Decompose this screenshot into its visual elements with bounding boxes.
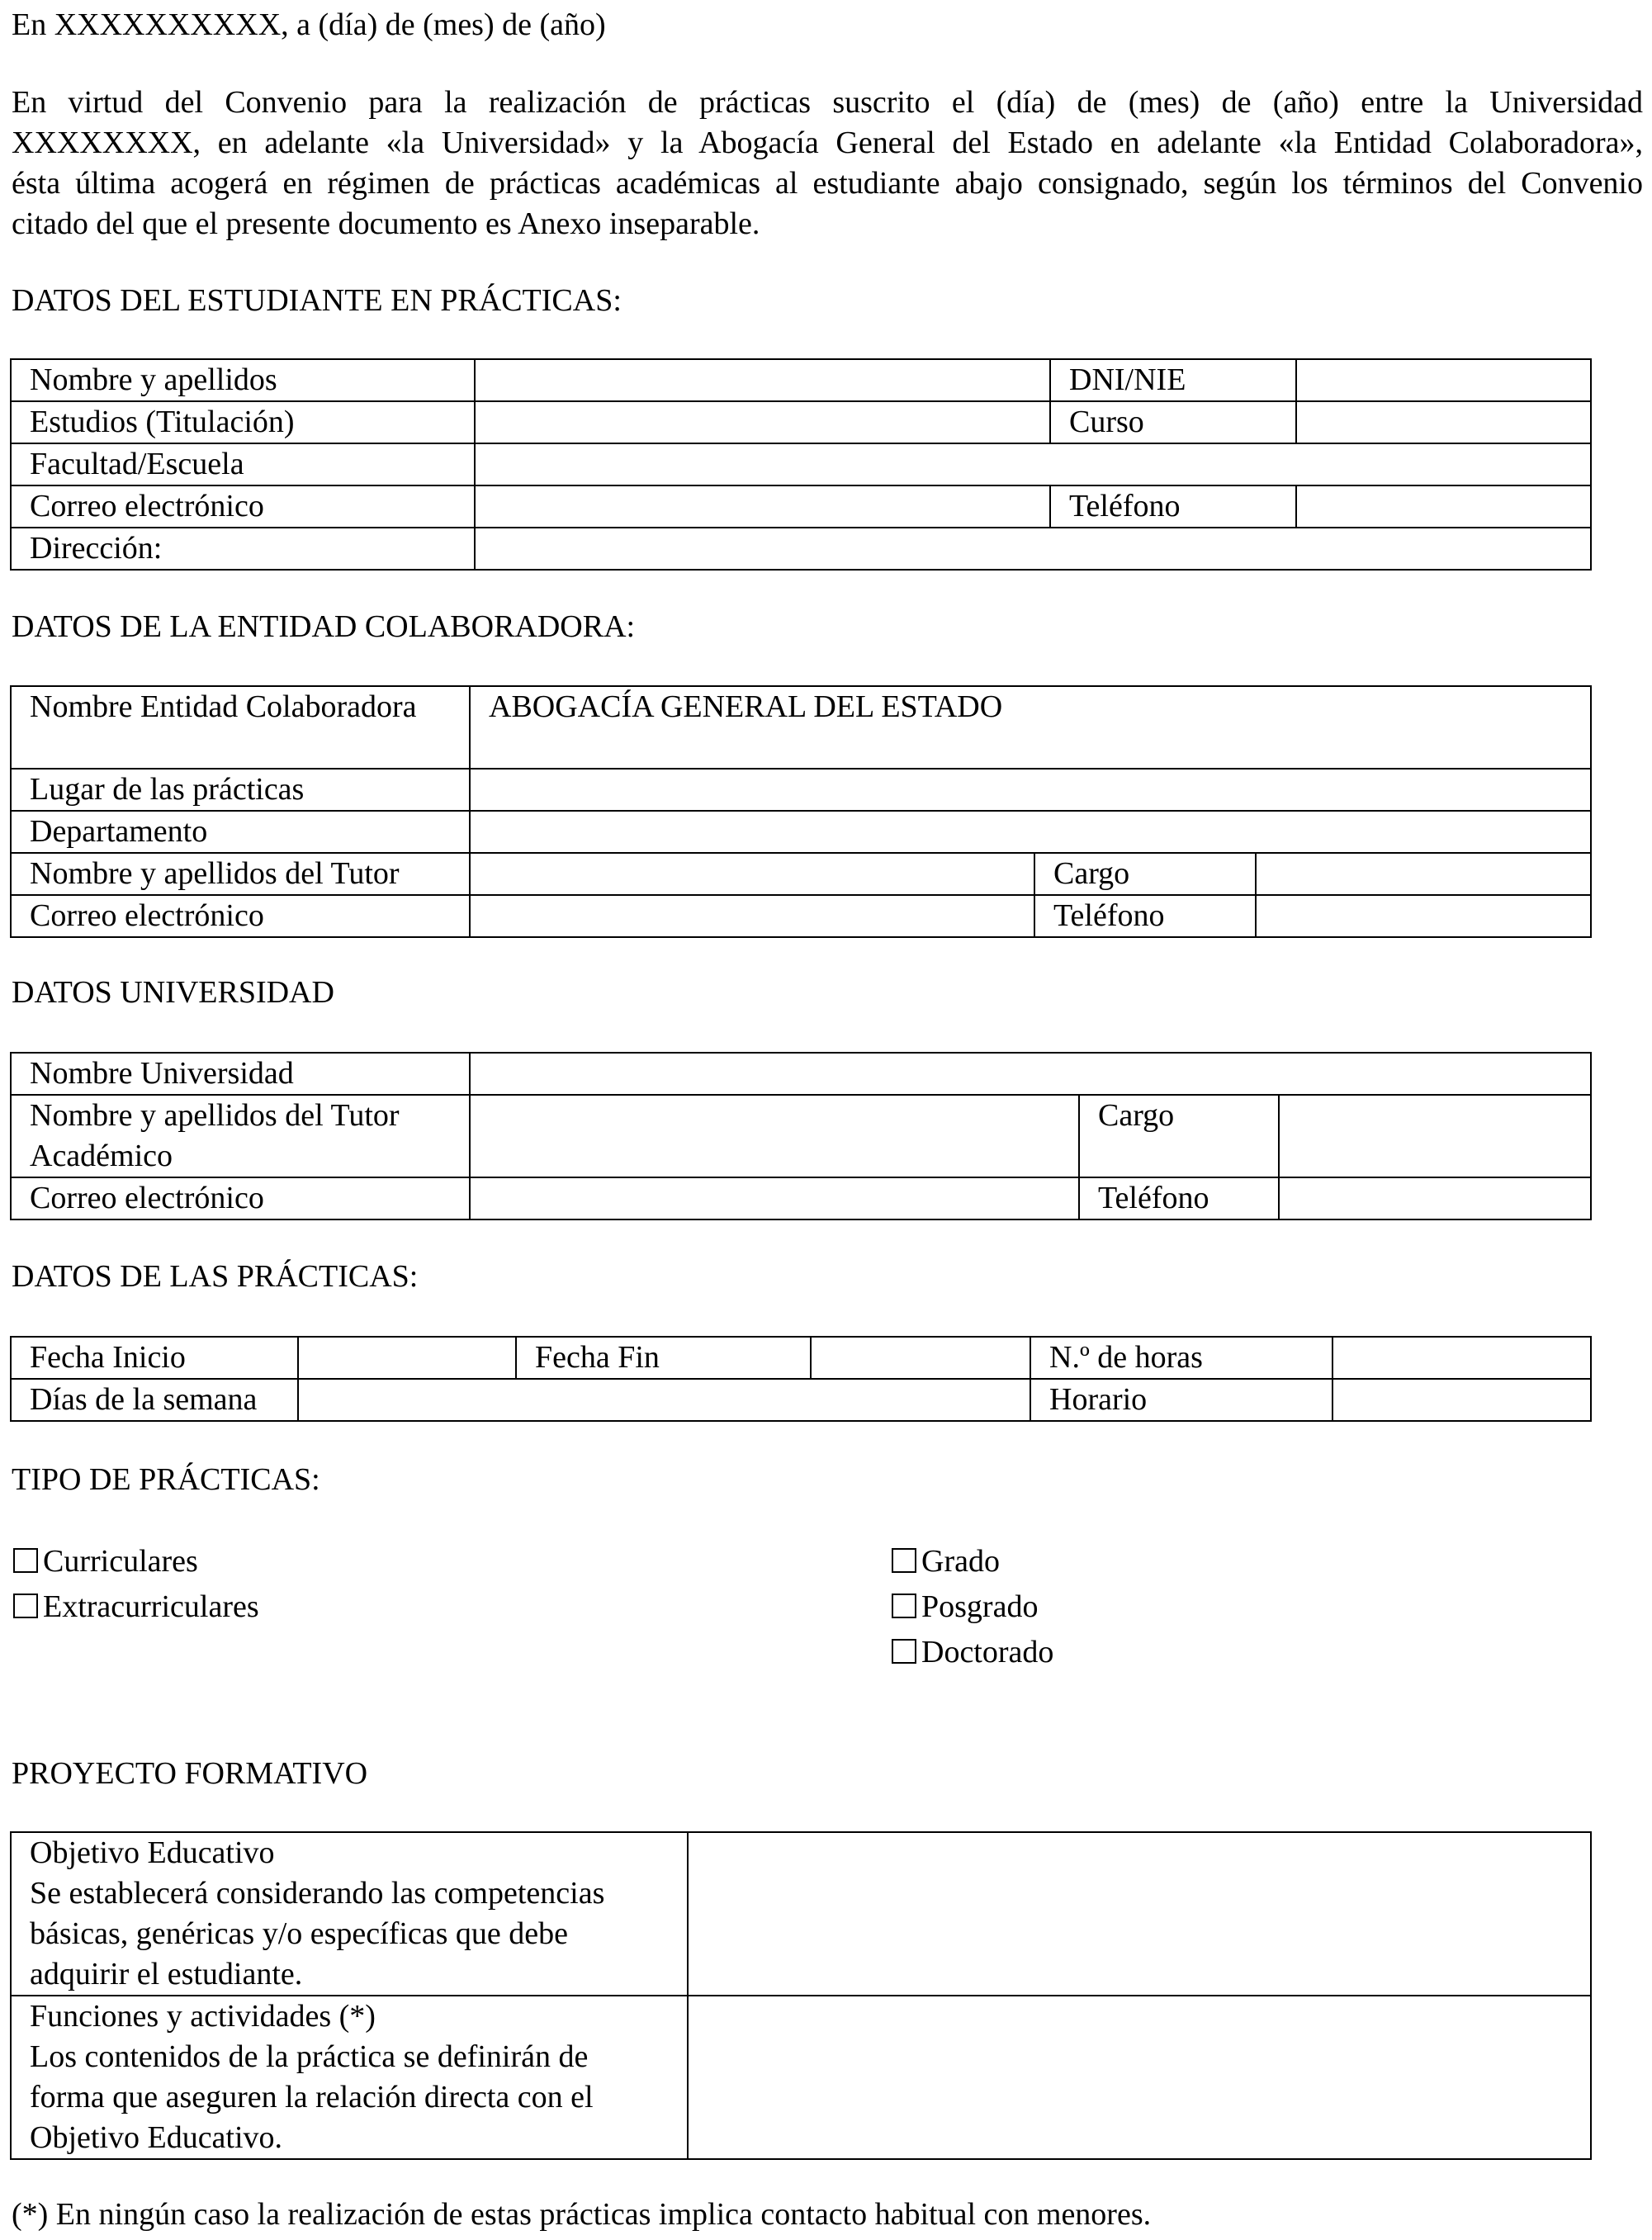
- date-line: En XXXXXXXXXX, a (día) de (mes) de (año): [12, 7, 606, 42]
- internship-start-field[interactable]: [298, 1337, 516, 1379]
- type-section-title: TIPO DE PRÁCTICAS:: [12, 1462, 320, 1497]
- intro-line: En virtud del Convenio para la realización de prácticas suscrito el (día) de (mes) de (año) entre la Universidad: [12, 85, 1643, 120]
- student-faculty-label: Facultad/Escuela: [11, 443, 475, 485]
- option-label: Doctorado: [921, 1635, 1054, 1669]
- checkbox-icon[interactable]: [892, 1548, 916, 1573]
- footnote: (*) En ningún caso la realización de estas prácticas implica contacto habitual con menores.: [12, 2197, 1152, 2232]
- internship-schedule-label: Horario: [1030, 1379, 1332, 1421]
- university-table: [10, 1052, 1592, 1220]
- functions-field[interactable]: [688, 1996, 1591, 2159]
- internship-end-field[interactable]: [811, 1337, 1030, 1379]
- entity-phone-field[interactable]: [1256, 895, 1591, 937]
- option-label: Extracurriculares: [43, 1589, 259, 1624]
- student-course-field[interactable]: [1296, 401, 1591, 443]
- intro-line: XXXXXXXX, en adelante «la Universidad» y la Abogacía General del Estado en adelante «la Entidad Colaboradora»,: [12, 125, 1643, 160]
- extracurriculares-option[interactable]: [13, 1587, 259, 1627]
- entity-email-field[interactable]: [470, 895, 1034, 937]
- intro-line: citado del que el presente documento es Anexo inseparable.: [12, 206, 760, 241]
- student-studies-field[interactable]: [475, 401, 1050, 443]
- objective-label: Objetivo Educativo Se establecerá considerando las competencias básicas, genéricas y/o específicas que debe adquirir el estudiante.: [11, 1832, 688, 1996]
- entity-department-label: Departamento: [11, 811, 470, 853]
- grado-option[interactable]: [892, 1541, 1000, 1582]
- functions-label: Funciones y actividades (*) Los contenidos de la práctica se definirán de forma que aseguren la relación directa con el Objetivo Educativo.: [11, 1996, 688, 2159]
- entity-section-title: DATOS DE LA ENTIDAD COLABORADORA:: [12, 609, 636, 644]
- checkbox-icon[interactable]: [13, 1594, 38, 1618]
- entity-name-value: ABOGACÍA GENERAL DEL ESTADO: [470, 686, 1591, 769]
- checkbox-icon[interactable]: [13, 1548, 38, 1573]
- student-phone-field[interactable]: [1296, 485, 1591, 528]
- university-section-title: DATOS UNIVERSIDAD: [12, 975, 334, 1010]
- entity-position-field[interactable]: [1256, 853, 1591, 895]
- university-position-label: Cargo: [1079, 1095, 1279, 1177]
- entity-position-label: Cargo: [1034, 853, 1256, 895]
- student-dni-label: DNI/NIE: [1050, 359, 1296, 401]
- entity-department-field[interactable]: [470, 811, 1591, 853]
- internship-days-field[interactable]: [298, 1379, 1030, 1421]
- internship-hours-field[interactable]: [1332, 1337, 1591, 1379]
- student-email-field[interactable]: [475, 485, 1050, 528]
- entity-phone-label: Teléfono: [1034, 895, 1256, 937]
- student-studies-label: Estudios (Titulación): [11, 401, 475, 443]
- option-label: Curriculares: [43, 1544, 198, 1579]
- university-phone-label: Teléfono: [1079, 1177, 1279, 1219]
- option-label: Grado: [921, 1544, 1000, 1579]
- curriculares-option[interactable]: [13, 1541, 198, 1582]
- objective-field[interactable]: [688, 1832, 1591, 1996]
- university-tutor-label: Nombre y apellidos del Tutor Académico: [11, 1095, 470, 1177]
- entity-table: [10, 685, 1592, 938]
- student-table: [10, 358, 1592, 571]
- checkbox-icon[interactable]: [892, 1639, 916, 1664]
- option-label: Posgrado: [921, 1589, 1039, 1624]
- student-course-label: Curso: [1050, 401, 1296, 443]
- university-phone-field[interactable]: [1279, 1177, 1591, 1219]
- doctorado-option[interactable]: [892, 1632, 1053, 1673]
- student-faculty-field[interactable]: [475, 443, 1591, 485]
- internship-start-label: Fecha Inicio: [11, 1337, 298, 1379]
- internship-hours-label: N.º de horas: [1030, 1337, 1332, 1379]
- university-tutor-field[interactable]: [470, 1095, 1079, 1177]
- internship-end-label: Fecha Fin: [516, 1337, 811, 1379]
- entity-email-label: Correo electrónico: [11, 895, 470, 937]
- internship-schedule-field[interactable]: [1332, 1379, 1591, 1421]
- entity-tutor-label: Nombre y apellidos del Tutor: [11, 853, 470, 895]
- internship-section-title: DATOS DE LAS PRÁCTICAS:: [12, 1259, 419, 1294]
- entity-place-label: Lugar de las prácticas: [11, 769, 470, 811]
- student-name-label: Nombre y apellidos: [11, 359, 475, 401]
- university-position-field[interactable]: [1279, 1095, 1591, 1177]
- student-phone-label: Teléfono: [1050, 485, 1296, 528]
- student-name-field[interactable]: [475, 359, 1050, 401]
- entity-place-field[interactable]: [470, 769, 1591, 811]
- university-name-label: Nombre Universidad: [11, 1053, 470, 1095]
- university-name-field[interactable]: [470, 1053, 1591, 1095]
- internship-days-label: Días de la semana: [11, 1379, 298, 1421]
- intro-paragraph: [12, 83, 1643, 244]
- posgrado-option[interactable]: [892, 1587, 1038, 1627]
- university-email-label: Correo electrónico: [11, 1177, 470, 1219]
- student-section-title: DATOS DEL ESTUDIANTE EN PRÁCTICAS:: [12, 283, 622, 318]
- intro-line: ésta última acogerá en régimen de prácticas académicas al estudiante abajo consignado, según los términos del Convenio: [12, 166, 1643, 201]
- entity-tutor-field[interactable]: [470, 853, 1034, 895]
- student-address-label: Dirección:: [11, 528, 475, 570]
- student-address-field[interactable]: [475, 528, 1591, 570]
- project-table: [10, 1831, 1592, 2160]
- internship-table: [10, 1336, 1592, 1422]
- entity-name-label: Nombre Entidad Colaboradora: [11, 686, 470, 769]
- project-section-title: PROYECTO FORMATIVO: [12, 1756, 368, 1791]
- checkbox-icon[interactable]: [892, 1594, 916, 1618]
- student-dni-field[interactable]: [1296, 359, 1591, 401]
- student-email-label: Correo electrónico: [11, 485, 475, 528]
- university-email-field[interactable]: [470, 1177, 1079, 1219]
